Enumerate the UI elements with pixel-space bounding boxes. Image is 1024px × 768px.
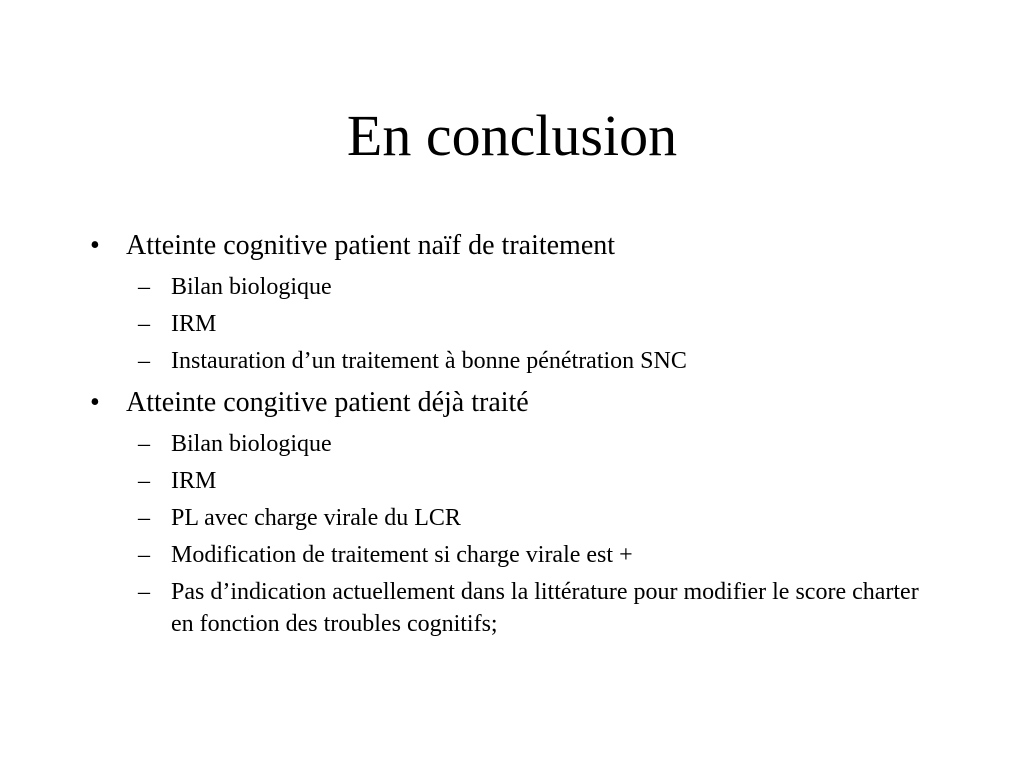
sub-item xyxy=(84,465,924,497)
bullet-text: Atteinte congitive patient déjà traité xyxy=(126,387,529,418)
bullet-marker: • xyxy=(90,230,100,261)
dash-marker: – xyxy=(138,311,150,337)
bullet-item-naive-patient xyxy=(84,226,924,266)
dash-marker: – xyxy=(138,542,150,568)
sub-item xyxy=(84,502,924,534)
bullet-item-treated-patient xyxy=(84,383,924,423)
sub-item-text: Instauration d’un traitement à bonne pénétration SNC xyxy=(171,348,687,374)
slide-title: En conclusion xyxy=(346,103,678,168)
dash-marker: – xyxy=(138,505,150,531)
sub-item xyxy=(84,271,924,303)
sub-item xyxy=(84,428,924,460)
sub-item xyxy=(84,308,924,340)
bullet-text: Atteinte cognitive patient naïf de traitement xyxy=(126,230,616,261)
dash-marker: – xyxy=(138,468,150,494)
sub-item-text: PL avec charge virale du LCR xyxy=(171,505,461,531)
slide-body xyxy=(84,226,924,640)
bullet-marker: • xyxy=(90,387,100,418)
sub-item xyxy=(84,576,924,640)
sub-item-text: Modification de traitement si charge virale est + xyxy=(171,542,633,568)
sub-item xyxy=(84,345,924,377)
dash-marker: – xyxy=(138,579,150,605)
sub-item-text: IRM xyxy=(171,468,217,494)
dash-marker: – xyxy=(138,431,150,457)
sub-item-text: Bilan biologique xyxy=(171,274,332,300)
sub-item-text: Bilan biologique xyxy=(171,431,332,457)
sub-item xyxy=(84,539,924,571)
dash-marker: – xyxy=(138,274,150,300)
dash-marker: – xyxy=(138,348,150,374)
sub-item-text: Pas d’indication actuellement dans la littérature pour modifier le score charter en fonction des troubles cognitifs; xyxy=(171,579,919,637)
sub-item-text: IRM xyxy=(171,311,217,337)
